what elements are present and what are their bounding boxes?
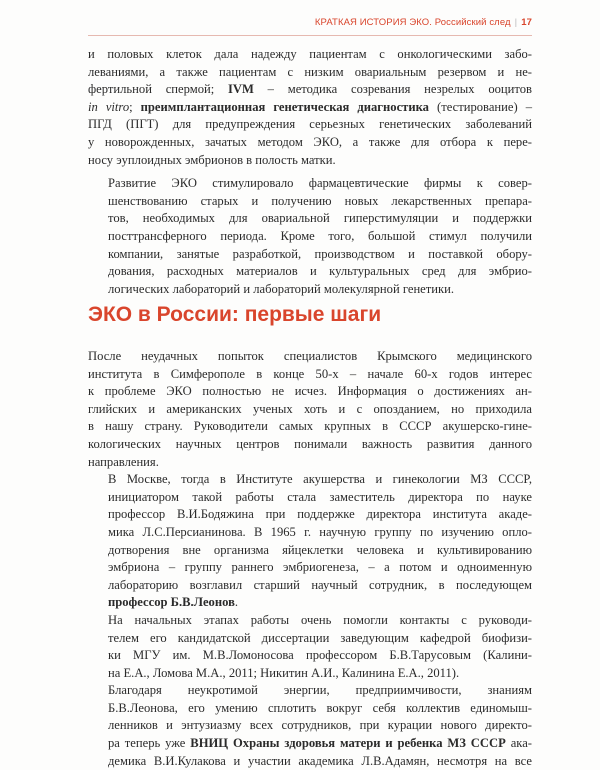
line: профессор Б.В.Леонов.	[108, 595, 239, 610]
section-heading: ЭКО в России: первые шаги	[88, 303, 382, 326]
pgd-term: преимплантационная генетическая диагностика	[140, 99, 429, 114]
line: логических лабораторий и лабораторий молекулярной генетики.	[108, 281, 455, 296]
line: ПГД (ПГТ) для предупреждения серьезных генетических заболеваний	[88, 117, 532, 132]
line: на Е.А., Ломова М.А., 2011; Никитин А.И., Калинина Е.А., 2011).	[108, 665, 460, 680]
line: ра теперь уже ВНИЦ Охраны здоровья матери и ребенка МЗ СССР ака-	[108, 736, 532, 751]
line: В Москве, тогда в Институте акушерства и гинекологии МЗ СССР,	[108, 472, 532, 487]
paragraph-5	[88, 612, 532, 682]
line: тов, необходимых для овариальной гиперстимуляции и поддержки	[108, 211, 532, 226]
line: эмбриона – группу раннего эмбриогенеза, – а потом и одноименную	[108, 560, 532, 575]
line: и половых клеток дала надежду пациентам с онкологическими забо-	[88, 47, 532, 61]
line: леваниями, а также пациентам с низким овариальным резервом и не-	[88, 64, 532, 79]
line: у новорожденных, зачатых методом ЭКО, а также для отбора к пере-	[88, 134, 532, 149]
line: мика Л.С.Персианинова. В 1965 г. научную группу по изучению опло-	[108, 524, 532, 539]
line: ленников и энтузиазму всех сотрудников, при курации нового директо-	[108, 718, 532, 733]
line: направления.	[88, 454, 159, 469]
line: Б.В.Леонова, его умению сплотить вокруг себя коллектив единомыш-	[108, 700, 532, 715]
line: в нашу страну. Руководители самых крупных в СССР акушерско-гине-	[88, 419, 532, 434]
line: лабораторию возглавил старший научный сотрудник, в последующем	[108, 577, 532, 592]
line: института в Симферополе в конце 50-х – начале 60-х годов интерес	[88, 366, 532, 381]
header-rule	[88, 35, 532, 36]
line: фертильной спермой; IVM – методика созревания незрелых ооцитов	[88, 82, 532, 97]
line: профессор В.И.Бодяжина при поддержке директора института акаде-	[108, 507, 532, 522]
line: дования, расходных материалов и культуральных сред для эмбрио-	[108, 264, 532, 279]
header-separator: |	[514, 17, 518, 28]
paragraph-3	[88, 348, 532, 471]
leonov-name: профессор Б.В.Леонов	[108, 595, 235, 610]
line: к проблеме ЭКО полностью не исчез. Информация о достижениях ан-	[88, 384, 532, 399]
line: Развитие ЭКО стимулировало фармацевтические фирмы к совер-	[108, 176, 532, 191]
line: телем его кандидатской диссертации заведующим кафедрой биофизи-	[108, 630, 532, 645]
text-block-bottom	[88, 348, 532, 770]
line: носу эуплоидных эмбрионов в полость матки.	[88, 152, 336, 167]
line: На начальных этапах работы очень помогли контакты с руководи-	[108, 612, 532, 627]
line: шенствованию старых и получению новых лекарственных препара-	[108, 193, 532, 208]
ivm-term: IVM	[228, 82, 254, 97]
line: После неудачных попыток специалистов Крымского медицинского	[88, 349, 532, 363]
page-number: 17	[521, 17, 532, 28]
line: дотворения вне организма яйцеклетки человека и культивированию	[108, 542, 532, 557]
line: in vitro; преимплантационная генетическая диагностика (тестирование) –	[88, 99, 532, 114]
paragraph-6	[88, 682, 532, 770]
paragraph-4	[88, 471, 532, 612]
paragraph-1	[88, 46, 532, 169]
text-block-top	[88, 46, 532, 298]
line: кологических научных центров понимали важность развития данного	[88, 436, 532, 451]
in-vitro-term: in vitro	[88, 99, 130, 114]
running-title: КРАТКАЯ ИСТОРИЯ ЭКО. Российский след	[314, 17, 511, 28]
line: инициатором такой работы стала заместитель директора по науке	[108, 489, 532, 504]
line: Благодаря неукротимой энергии, предприимчивости, знаниям	[108, 683, 532, 698]
paragraph-2	[88, 175, 532, 298]
line: глийских и американских ученых хоть и с опозданием, но приходила	[88, 401, 532, 416]
line: посттрансферного периода. Кроме того, большой стимул получили	[108, 228, 532, 243]
line: демика В.И.Кулакова и участии академика Л.В.Адамян, несмотря на все	[108, 753, 532, 768]
line: ки МГУ им. М.В.Ломоносова профессором Б.В.Тарусовым (Калини-	[108, 648, 532, 663]
line: компании, занятые разработкой, производством и поставкой обору-	[108, 246, 532, 261]
running-header	[315, 15, 532, 31]
vnits-name: ВНИЦ Охраны здоровья матери и ребенка МЗ СССР	[190, 736, 506, 751]
